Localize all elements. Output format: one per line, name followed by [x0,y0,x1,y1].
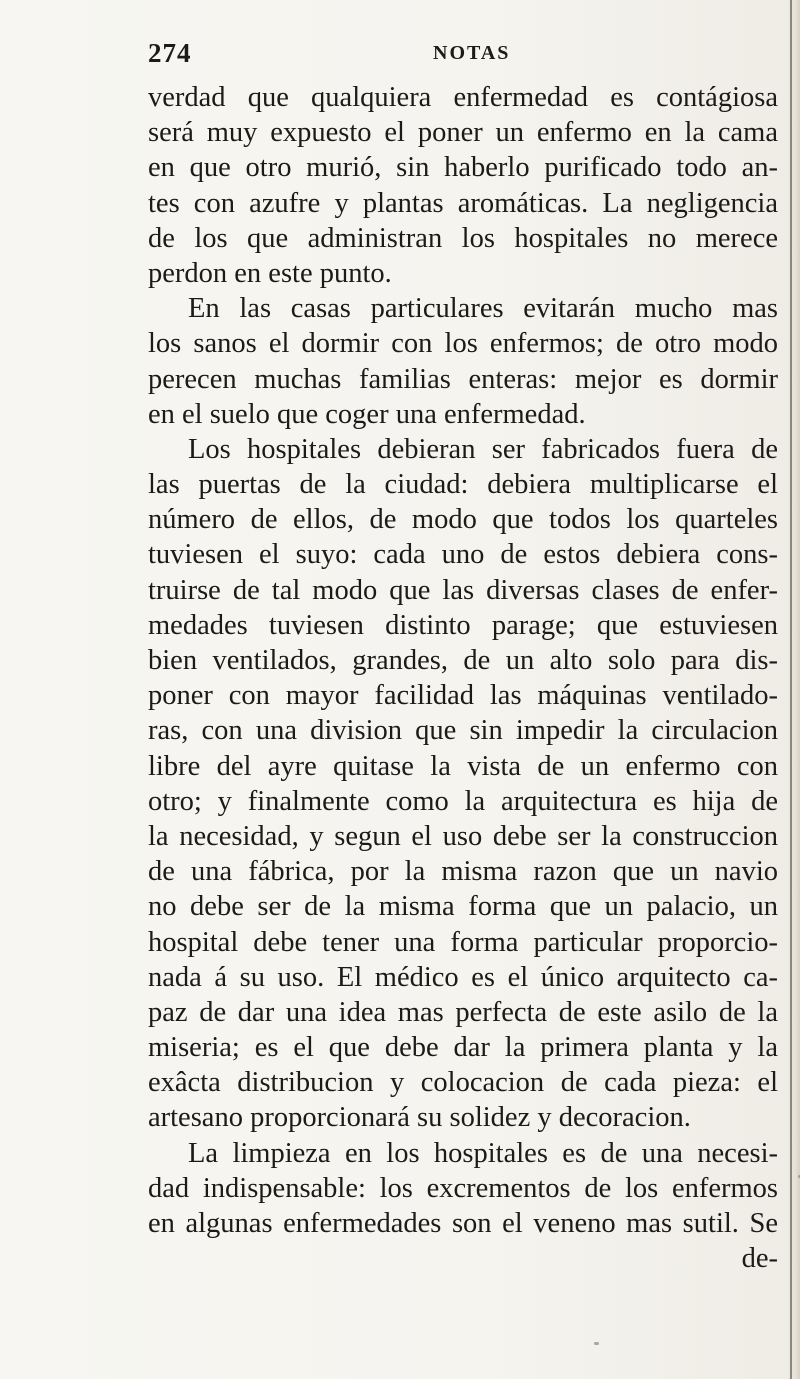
text-line: de- [741,1243,778,1275]
text-line: poner con mayor facilidad las máquinas ventilado- [148,680,778,712]
text-line: Los hospitales debieran ser fabricados fuera de [188,433,778,465]
text-line: En las casas particulares evitarán mucho mas [188,293,778,325]
text-line: número de ellos, de modo que todos los quarteles [148,504,778,536]
text-line: será muy expuesto el poner un enfermo en la cama [148,117,778,149]
text-line: ras, con una division que sin impedir la circulacion [148,715,778,747]
text-line: en algunas enfermedades son el veneno mas sutil. Se [148,1208,778,1239]
page-edge-line [790,0,792,1379]
page-number: 274 [148,38,192,68]
text-line: no debe ser de la misma forma que un palacio, un [148,891,778,923]
text-line: hospital debe tener una forma particular proporcio- [148,926,778,958]
text-line: tes con azufre y plantas aromáticas. La negligencia [148,187,778,219]
text-line: medades tuviesen distinto parage; que estuviesen [148,609,778,641]
body-text [148,80,778,1276]
text-line: las puertas de la ciudad: debiera multiplicarse el [148,469,778,501]
page-edge [786,0,800,1379]
text-line: nada á su uso. El médico es el único arquitecto ca- [148,961,778,993]
text-line: los sanos el dormir con los enfermos; de otro modo [148,328,778,360]
text-line: La limpieza en los hospitales es de una necesi- [188,1137,778,1169]
text-line: otro; y finalmente como la arquitectura es hija de [148,785,778,817]
text-line: dad indispensable: los excrementos de los enfermos [148,1172,778,1204]
text-line: miseria; es el que debe dar la primera planta y la [148,1032,778,1064]
text-line: en el suelo que coger una enfermedad. [148,398,586,430]
text-line: truirse de tal modo que las diversas clases de enfer- [148,574,778,606]
text-line: perdon en este punto. [148,257,392,289]
text-line: verdad que qualquiera enfermedad es contágiosa [148,82,778,113]
text-line: tuviesen el suyo: cada uno de estos debiera cons- [148,539,778,571]
text-line: la necesidad, y segun el uso debe ser la construccion [148,820,778,852]
text-line: de los que administran los hospitales no merece [148,222,778,254]
text-line: libre del ayre quitase la vista de un enfermo con [148,750,778,782]
text-line: perecen muchas familias enteras: mejor es dormir [148,363,778,395]
running-head: NOTAS [433,42,511,64]
text-line: bien ventilados, grandes, de un alto solo para dis- [148,645,778,676]
text-line: en que otro murió, sin haberlo purificado todo an- [148,152,778,184]
text-line: exâcta distribucion y colocacion de cada pieza: el [148,1067,778,1099]
text-line: artesano proporcionará su solidez y decoracion. [148,1102,691,1134]
page-header [148,38,778,70]
text-line: de una fábrica, por la misma razon que un navio [148,856,778,888]
text-line: paz de dar una idea mas perfecta de este asilo de la [148,996,778,1028]
ink-speck [594,1342,599,1345]
